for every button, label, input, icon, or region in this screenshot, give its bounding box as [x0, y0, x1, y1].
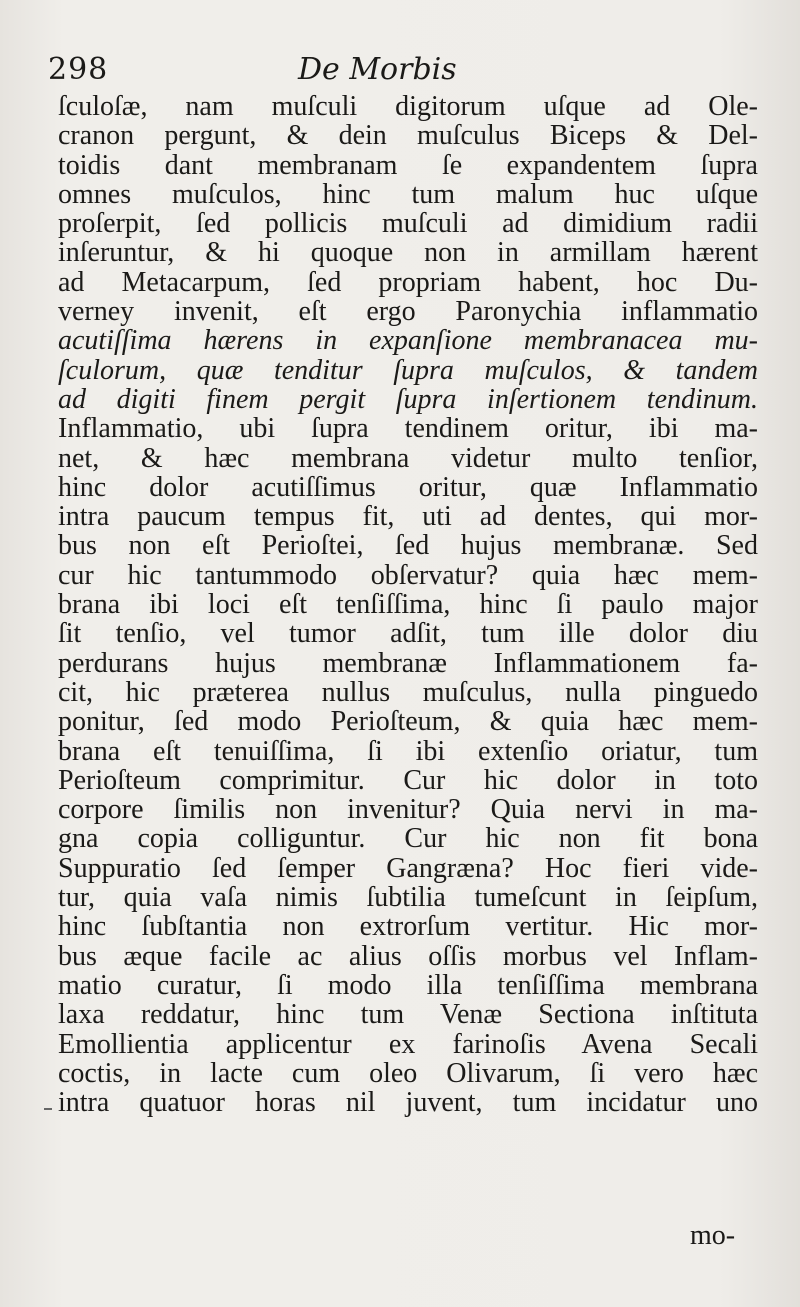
text-line: hinc dolor acutiſſimus oritur, quæ Inflammatio: [58, 472, 758, 503]
text-line: bus non eſt Perioſtei, ſed hujus membranæ. Sed: [58, 531, 758, 561]
body-text: [58, 92, 758, 1117]
text-line: bus æque facile ac alius oſſis morbus vel Inflam-: [58, 941, 758, 971]
text-line: Perioſteum comprimitur. Cur hic dolor in toto: [58, 765, 758, 796]
text-line: ponitur, ſed modo Perioſteum, & quia hæc mem-: [58, 707, 758, 737]
text-line: corpore ſimilis non invenitur? Quia nervi in ma-: [58, 795, 758, 825]
text-line: net, & hæc membrana videtur multo tenſior,: [58, 443, 758, 473]
text-line: laxa reddatur, hinc tum Venæ Sectiona inſtituta: [58, 1000, 758, 1030]
text-line: perdurans hujus membranæ Inflammationem fa-: [58, 648, 758, 678]
text-line: acutiſſima hærens in expanſione membranacea mu-: [58, 326, 758, 356]
text-line: Inflammatio, ubi ſupra tendinem oritur, ibi ma-: [58, 414, 758, 444]
margin-mark: [44, 1108, 52, 1110]
text-line: ſculoſæ, nam muſculi digitorum uſque ad Ole-: [58, 92, 758, 122]
text-line: coctis, in lacte cum oleo Olivarum, ſi vero hæc: [58, 1058, 758, 1089]
text-line: Suppuratio ſed ſemper Gangræna? Hoc fieri vide-: [58, 853, 758, 884]
running-head: De Morbis: [298, 52, 457, 87]
text-line: inſeruntur, & hi quoque non in armillam hærent: [58, 238, 758, 268]
text-line: ad digiti finem pergit ſupra inſertionem tendinum.: [58, 384, 758, 415]
text-line: omnes muſculos, hinc tum malum huc uſque: [58, 179, 758, 210]
text-line: ſit tenſio, vel tumor adſit, tum ille dolor diu: [58, 619, 758, 649]
text-line: intra quatuor horas nil juvent, tum incidatur uno: [58, 1088, 758, 1118]
text-line: gna copia colliguntur. Cur hic non fit bona: [58, 824, 758, 854]
text-line: matio curatur, ſi modo illa tenſiſſima membrana: [58, 970, 758, 1001]
text-line: hinc ſubſtantia non extrorſum vertitur. Hic mor-: [58, 912, 758, 942]
text-line: brana ibi loci eſt tenſiſſima, hinc ſi paulo major: [58, 590, 758, 620]
catchword: mo-: [690, 1220, 736, 1251]
text-line: toidis dant membranam ſe expandentem ſupra: [58, 150, 758, 180]
page-number: 298: [48, 52, 109, 87]
text-line: cit, hic præterea nullus muſculus, nulla pinguedo: [58, 677, 758, 708]
page-header: [48, 48, 768, 92]
text-line: ad Metacarpum, ſed propriam habent, hoc Du-: [58, 267, 758, 298]
text-line: brana eſt tenuiſſima, ſi ibi extenſio oriatur, tum: [58, 736, 758, 766]
text-line: cur hic tantummodo obſervatur? quia hæc mem-: [58, 560, 758, 591]
text-line: ſculorum, quæ tenditur ſupra muſculos, & tandem: [58, 355, 758, 385]
text-line: cranon pergunt, & dein muſculus Biceps & Del-: [58, 121, 758, 151]
text-line: proſerpit, ſed pollicis muſculi ad dimidium radii: [58, 209, 758, 239]
text-line: verney invenit, eſt ergo Paronychia inflammatio: [58, 297, 758, 327]
text-line: tur, quia vaſa nimis ſubtilia tumeſcunt in ſeipſum,: [58, 883, 758, 913]
text-line: Emollientia applicentur ex farinoſis Avena Secali: [58, 1029, 758, 1059]
text-line: intra paucum tempus fit, uti ad dentes, qui mor-: [58, 502, 758, 532]
